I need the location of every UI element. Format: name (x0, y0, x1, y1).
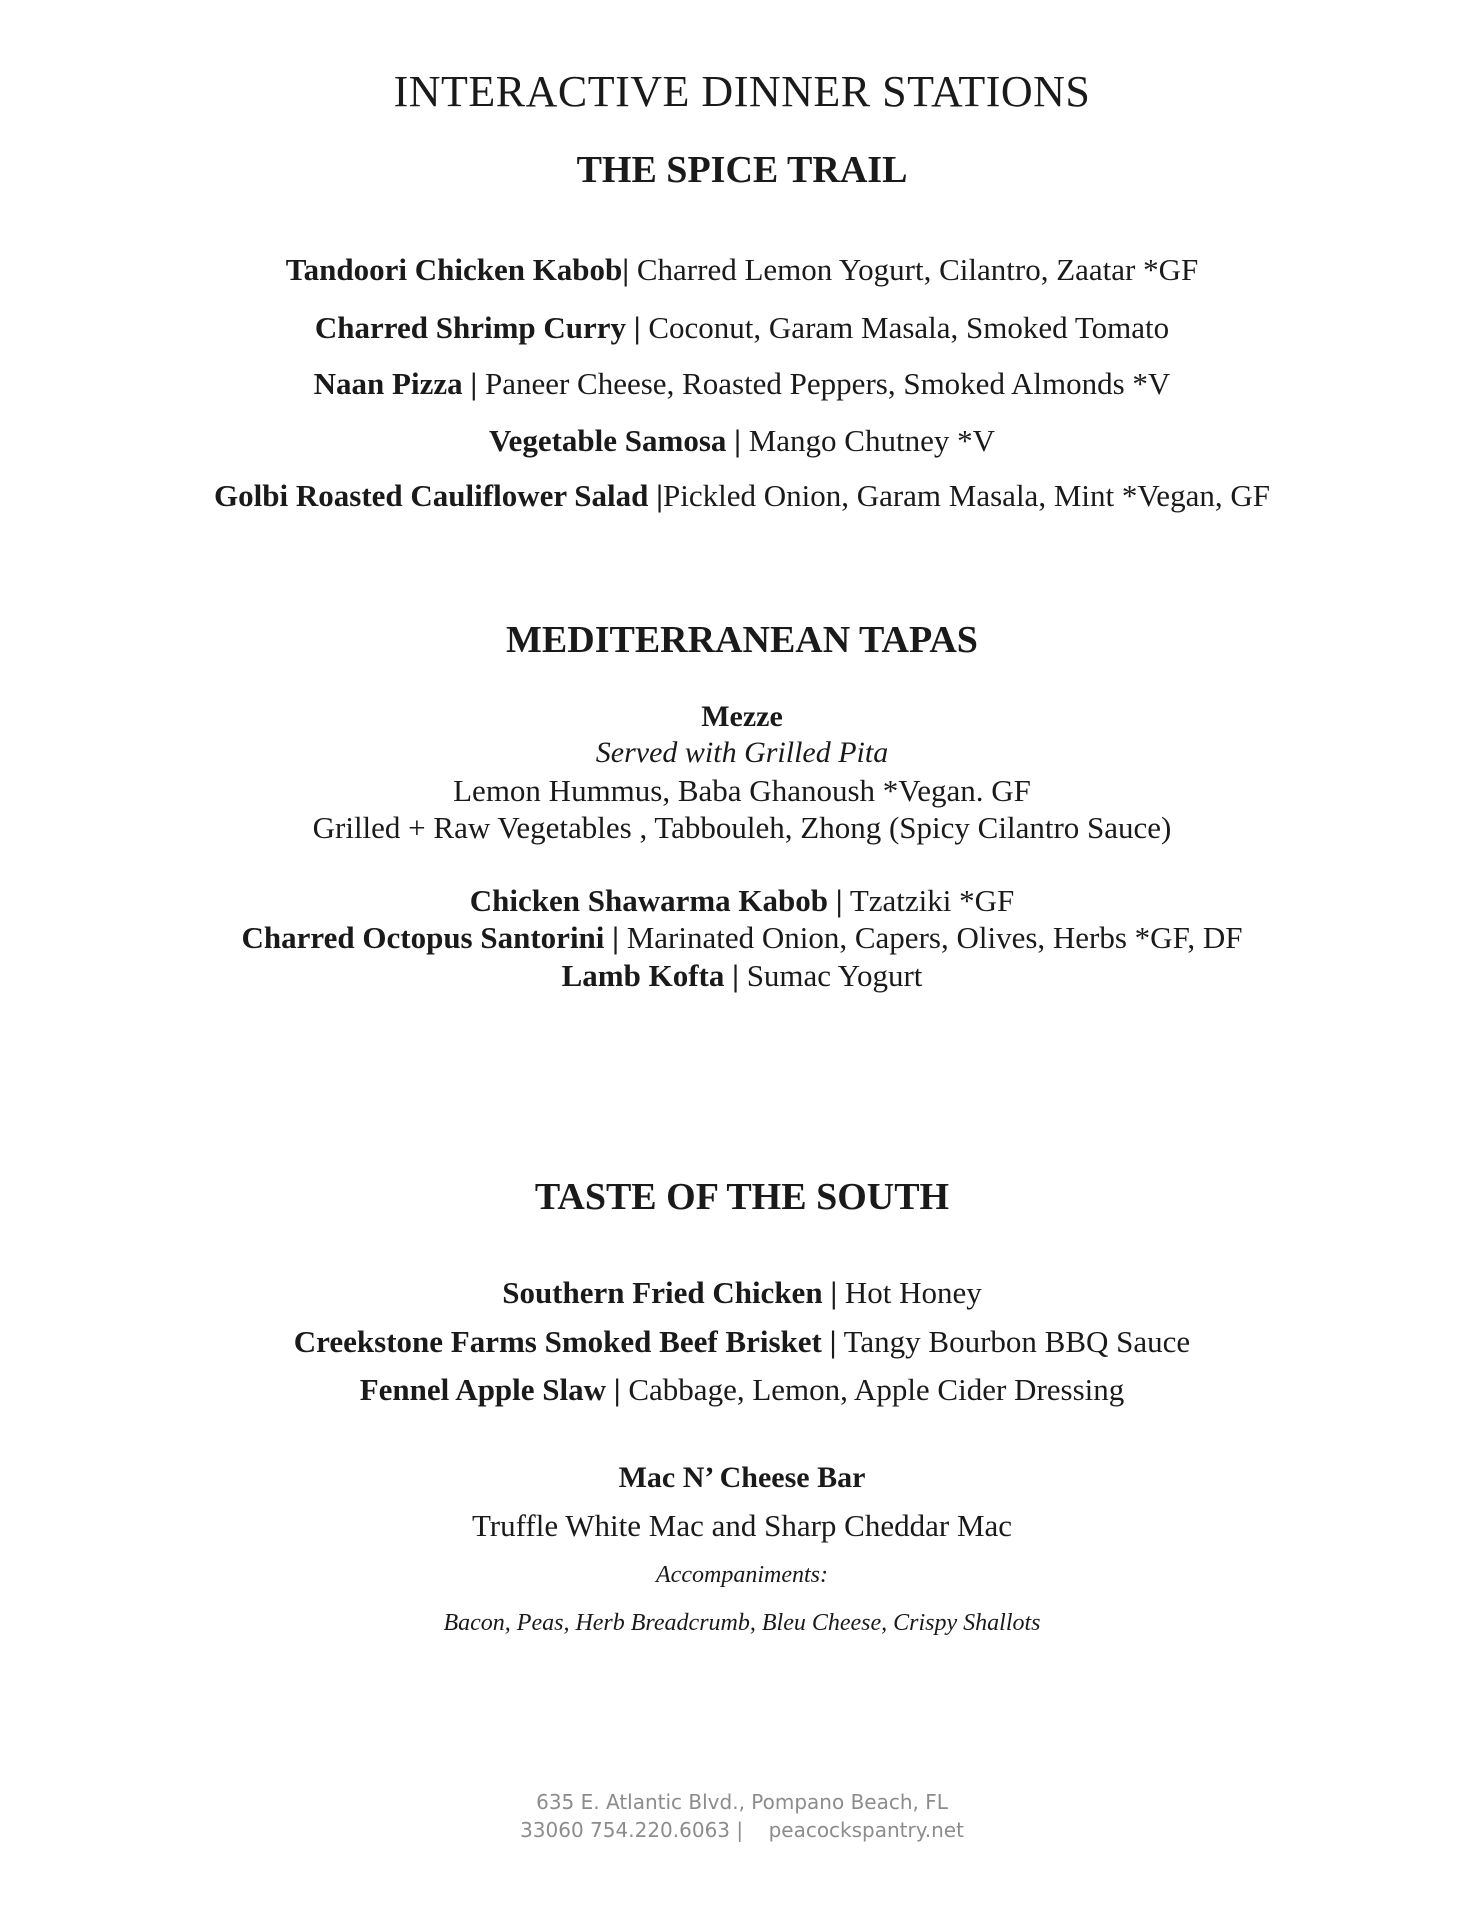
section-heading-taste-of-the-south: TASTE OF THE SOUTH (534, 1176, 950, 1218)
menu-item (0, 1324, 1484, 1360)
mezze-note: Served with Grilled Pita (595, 736, 889, 769)
item-name: Vegetable Samosa (489, 423, 727, 458)
item-name: Creekstone Farms Smoked Beef Brisket (293, 1324, 822, 1359)
menu-item (0, 423, 1484, 459)
menu-item (0, 1275, 1484, 1311)
item-name: Chicken Shawarma Kabob (469, 883, 829, 918)
item-description: Paneer Cheese, Roasted Peppers, Smoked Almonds *V (484, 366, 1171, 401)
item-name: Lamb Kofta (561, 958, 725, 993)
item-name: Charred Octopus Santorini (241, 920, 605, 955)
mezze-line: Grilled + Raw Vegetables , Tabbouleh, Zhong (Spicy Cilantro Sauce) (312, 810, 1172, 845)
item-name: Tandoori Chicken Kabob (285, 252, 623, 287)
item-description: Marinated Onion, Capers, Olives, Herbs *GF, DF (626, 920, 1243, 955)
item-description: Pickled Onion, Garam Masala, Mint *Vegan, GF (662, 478, 1270, 513)
item-separator: | (732, 958, 739, 993)
page-title: INTERACTIVE DINNER STATIONS (393, 67, 1091, 116)
item-separator: | (613, 1372, 621, 1407)
accompaniments-list: Bacon, Peas, Herb Breadcrumb, Bleu Cheese, Crispy Shallots (443, 1610, 1041, 1636)
item-name: Southern Fried Chicken (502, 1275, 823, 1310)
footer-address: 635 E. Atlantic Blvd., Pompano Beach, FL (536, 1790, 948, 1814)
footer-zip-phone: 33060 754.220.6063 | (520, 1818, 744, 1842)
menu-item (0, 883, 1484, 919)
item-description: Mango Chutney *V (748, 423, 995, 458)
item-separator: | (734, 423, 741, 458)
item-separator: | (633, 310, 641, 345)
item-description: Tzatziki *GF (849, 883, 1015, 918)
item-name: Charred Shrimp Curry (314, 310, 627, 345)
mezze-line: Lemon Hummus, Baba Ghanoush *Vegan. GF (453, 773, 1031, 808)
item-separator: | (829, 1324, 837, 1359)
menu-item (0, 310, 1484, 346)
section-heading-mediterranean-tapas: MEDITERRANEAN TAPAS (506, 619, 978, 661)
item-name: Golbi Roasted Cauliflower Salad (214, 478, 649, 513)
menu-item (0, 1372, 1484, 1408)
item-name: Fennel Apple Slaw (359, 1372, 607, 1407)
menu-item (0, 920, 1484, 956)
menu-item (0, 252, 1484, 288)
item-description: Charred Lemon Yogurt, Cilantro, Zaatar *GF (636, 252, 1199, 287)
menu-item (0, 958, 1484, 994)
item-separator: | (470, 366, 478, 401)
footer-website-link[interactable]: peacockspantry.net (768, 1818, 964, 1842)
menu-item (0, 478, 1484, 514)
menu-item (0, 366, 1484, 402)
mezze-title: Mezze (701, 700, 783, 733)
item-separator: | (835, 883, 843, 918)
item-separator: | (830, 1275, 838, 1310)
item-description: Coconut, Garam Masala, Smoked Tomato (648, 310, 1170, 345)
item-separator: | (656, 478, 663, 513)
mac-bar-line: Truffle White Mac and Sharp Cheddar Mac (471, 1508, 1013, 1543)
item-description: Tangy Bourbon BBQ Sauce (843, 1324, 1191, 1359)
item-separator: | (622, 252, 630, 287)
item-description: Cabbage, Lemon, Apple Cider Dressing (628, 1372, 1125, 1407)
footer-contact (0, 1818, 1484, 1842)
item-description: Hot Honey (844, 1275, 982, 1310)
item-description: Sumac Yogurt (746, 958, 923, 993)
item-name: Naan Pizza (313, 366, 463, 401)
section-heading-spice-trail: THE SPICE TRAIL (576, 149, 908, 191)
accompaniments-label: Accompaniments: (656, 1562, 828, 1588)
item-separator: | (612, 920, 619, 955)
mac-bar-title: Mac N’ Cheese Bar (618, 1461, 866, 1494)
